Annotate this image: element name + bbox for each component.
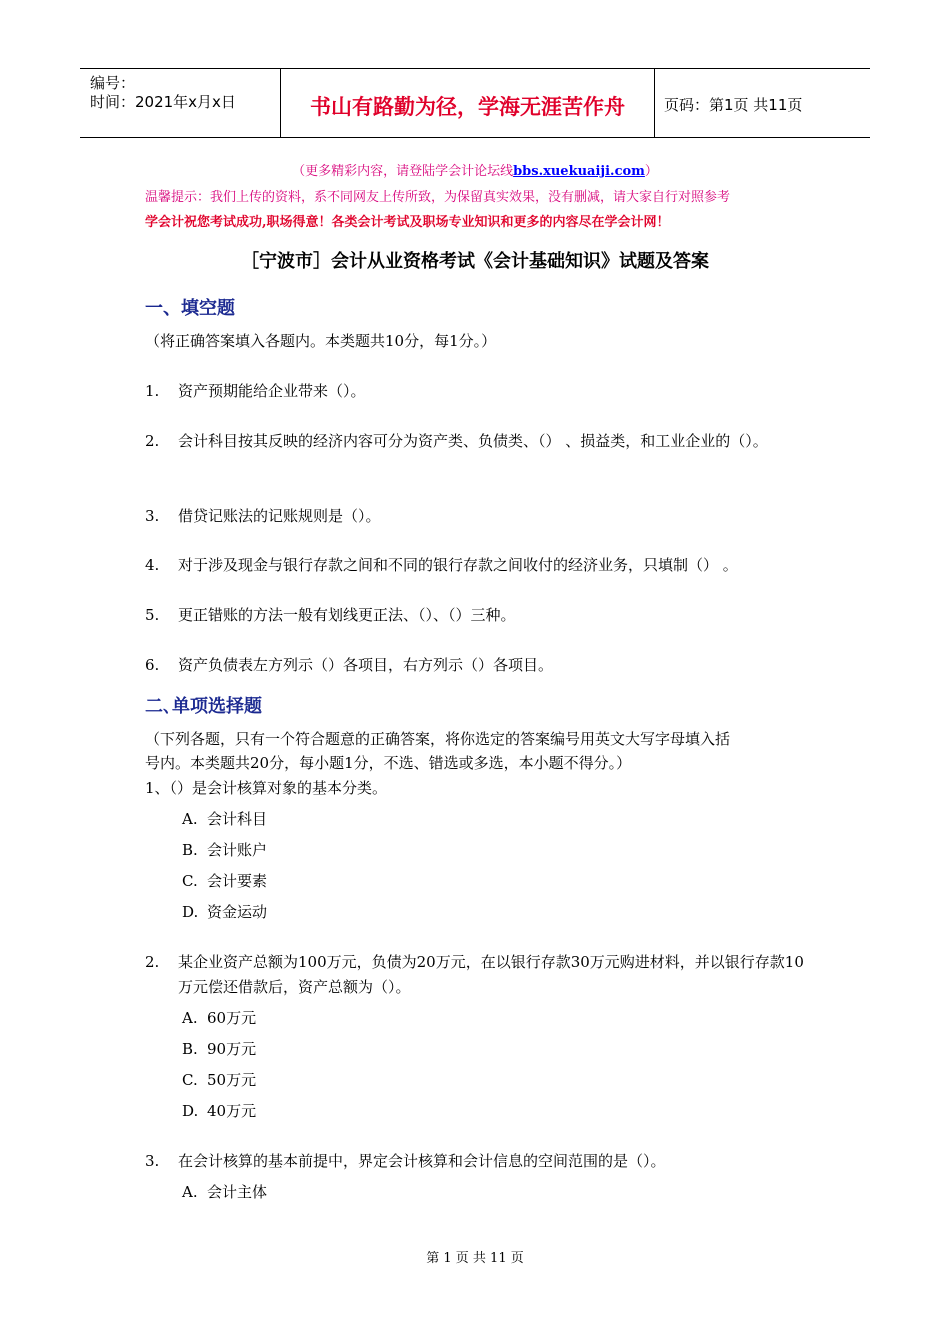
option-item: [182, 838, 267, 863]
option-letter: D.: [182, 903, 199, 921]
question-text: 对于涉及现金与银行存款之间和不同的银行存款之间收付的经济业务，只填制（） 。: [178, 556, 738, 574]
option-text: 60万元: [207, 1009, 257, 1027]
choice-question-3: [145, 1149, 825, 1174]
option-letter: D.: [182, 1102, 199, 1120]
option-text: 90万元: [207, 1040, 257, 1058]
page-number-label: 页码：第1页 共11页: [664, 96, 803, 114]
option-letter: A.: [182, 1183, 198, 1201]
option-text: 50万元: [207, 1071, 257, 1089]
header-motto-cell: [280, 69, 655, 137]
section-2-instruction-line-2: 号内。本类题共20分，每小题1分，不选、错选或多选，本小题不得分。）: [145, 754, 632, 772]
promo-suffix: ）: [644, 164, 658, 179]
option-item: [182, 1180, 267, 1205]
fill-question-1: [145, 379, 825, 404]
section-1-heading: 一、填空题: [145, 298, 235, 319]
fill-question-2: [145, 429, 825, 479]
question-number: 2.: [145, 432, 160, 450]
serial-label: 编号：: [90, 74, 136, 92]
option-item: [182, 1037, 256, 1062]
fill-question-6: [145, 653, 825, 678]
option-text: 会计主体: [207, 1183, 268, 1201]
fill-question-5: [145, 603, 825, 628]
fill-question-3: [145, 504, 825, 529]
option-letter: B.: [182, 841, 198, 859]
option-text: 会计账户: [207, 841, 268, 859]
forum-link[interactable]: bbs.xuekuaiji.com: [513, 164, 645, 179]
option-item: [182, 869, 267, 894]
option-item: [182, 807, 267, 832]
question-text: 某企业资产总额为100万元，负债为20万元，在以银行存款30万元购进材料，并以银行存款10万元偿还借款后，资产总额为（）。: [178, 953, 804, 996]
promo-line-1: [0, 160, 950, 179]
option-letter: A.: [182, 810, 198, 828]
option-letter: C.: [182, 872, 198, 890]
date-label: 时间：2021年x月x日: [90, 93, 236, 111]
question-text: 在会计核算的基本前提中，界定会计核算和会计信息的空间范围的是（）。: [178, 1152, 666, 1170]
question-text: 资产预期能给企业带来（）。: [178, 382, 366, 400]
question-text: 资产负债表左方列示（）各项目，右方列示（）各项目。: [178, 656, 554, 674]
choice-question-1: 1、（）是会计核算对象的基本分类。: [145, 779, 388, 797]
option-text: 会计要素: [207, 872, 268, 890]
section-1-instruction: （将正确答案填入各题内。本类题共10分，每1分。）: [145, 332, 497, 350]
header-right-cell: [654, 69, 870, 137]
option-letter: A.: [182, 1009, 198, 1027]
section-2-instruction-line-1: （下列各题，只有一个符合题意的正确答案，将你选定的答案编号用英文大写字母填入括: [145, 730, 731, 748]
page-footer: 第 1 页 共 11 页: [426, 1251, 524, 1266]
question-number: 4.: [145, 556, 160, 574]
document-title: ［宁波市］会计从业资格考试《会计基础知识》试题及答案: [241, 251, 709, 272]
option-letter: C.: [182, 1071, 198, 1089]
option-letter: B.: [182, 1040, 198, 1058]
question-number: 3.: [145, 507, 160, 525]
option-item: [182, 1068, 256, 1093]
question-number: 1.: [145, 382, 160, 400]
motto: 书山有路勤为径，学海无涯苦作舟: [310, 95, 625, 119]
promo-prefix: （更多精彩内容，请登陆学会计论坛线: [292, 164, 514, 179]
section-2-heading: 二､单项选择题: [145, 696, 262, 717]
page-header: [80, 68, 870, 138]
option-text: 40万元: [207, 1102, 257, 1120]
option-text: 资金运动: [207, 903, 268, 921]
option-item: [182, 1099, 256, 1124]
question-text: 更正错账的方法一般有划线更正法、（）、（）三种。: [178, 606, 516, 624]
question-number: 3.: [145, 1152, 160, 1170]
header-left-cell: [80, 69, 280, 137]
choice-question-2: [145, 950, 825, 1000]
question-text: 会计科目按其反映的经济内容可分为资产类、负债类、（） 、损益类，和工业企业的（）。: [178, 432, 768, 450]
fill-question-4: [145, 553, 825, 578]
question-number: 6.: [145, 656, 160, 674]
option-item: [182, 1006, 256, 1031]
question-number: 5.: [145, 606, 160, 624]
question-text: 借贷记账法的记账规则是（）。: [178, 507, 381, 525]
option-text: 会计科目: [207, 810, 268, 828]
promo-line-3: 学会计祝您考试成功,职场得意！各类会计考试及职场专业知识和更多的内容尽在学会计网！: [145, 215, 670, 230]
promo-line-2: 温馨提示：我们上传的资料，系不同网友上传所致，为保留真实效果，没有删减，请大家自行对照参考: [145, 190, 731, 205]
option-item: [182, 900, 267, 925]
question-number: 2.: [145, 953, 160, 971]
